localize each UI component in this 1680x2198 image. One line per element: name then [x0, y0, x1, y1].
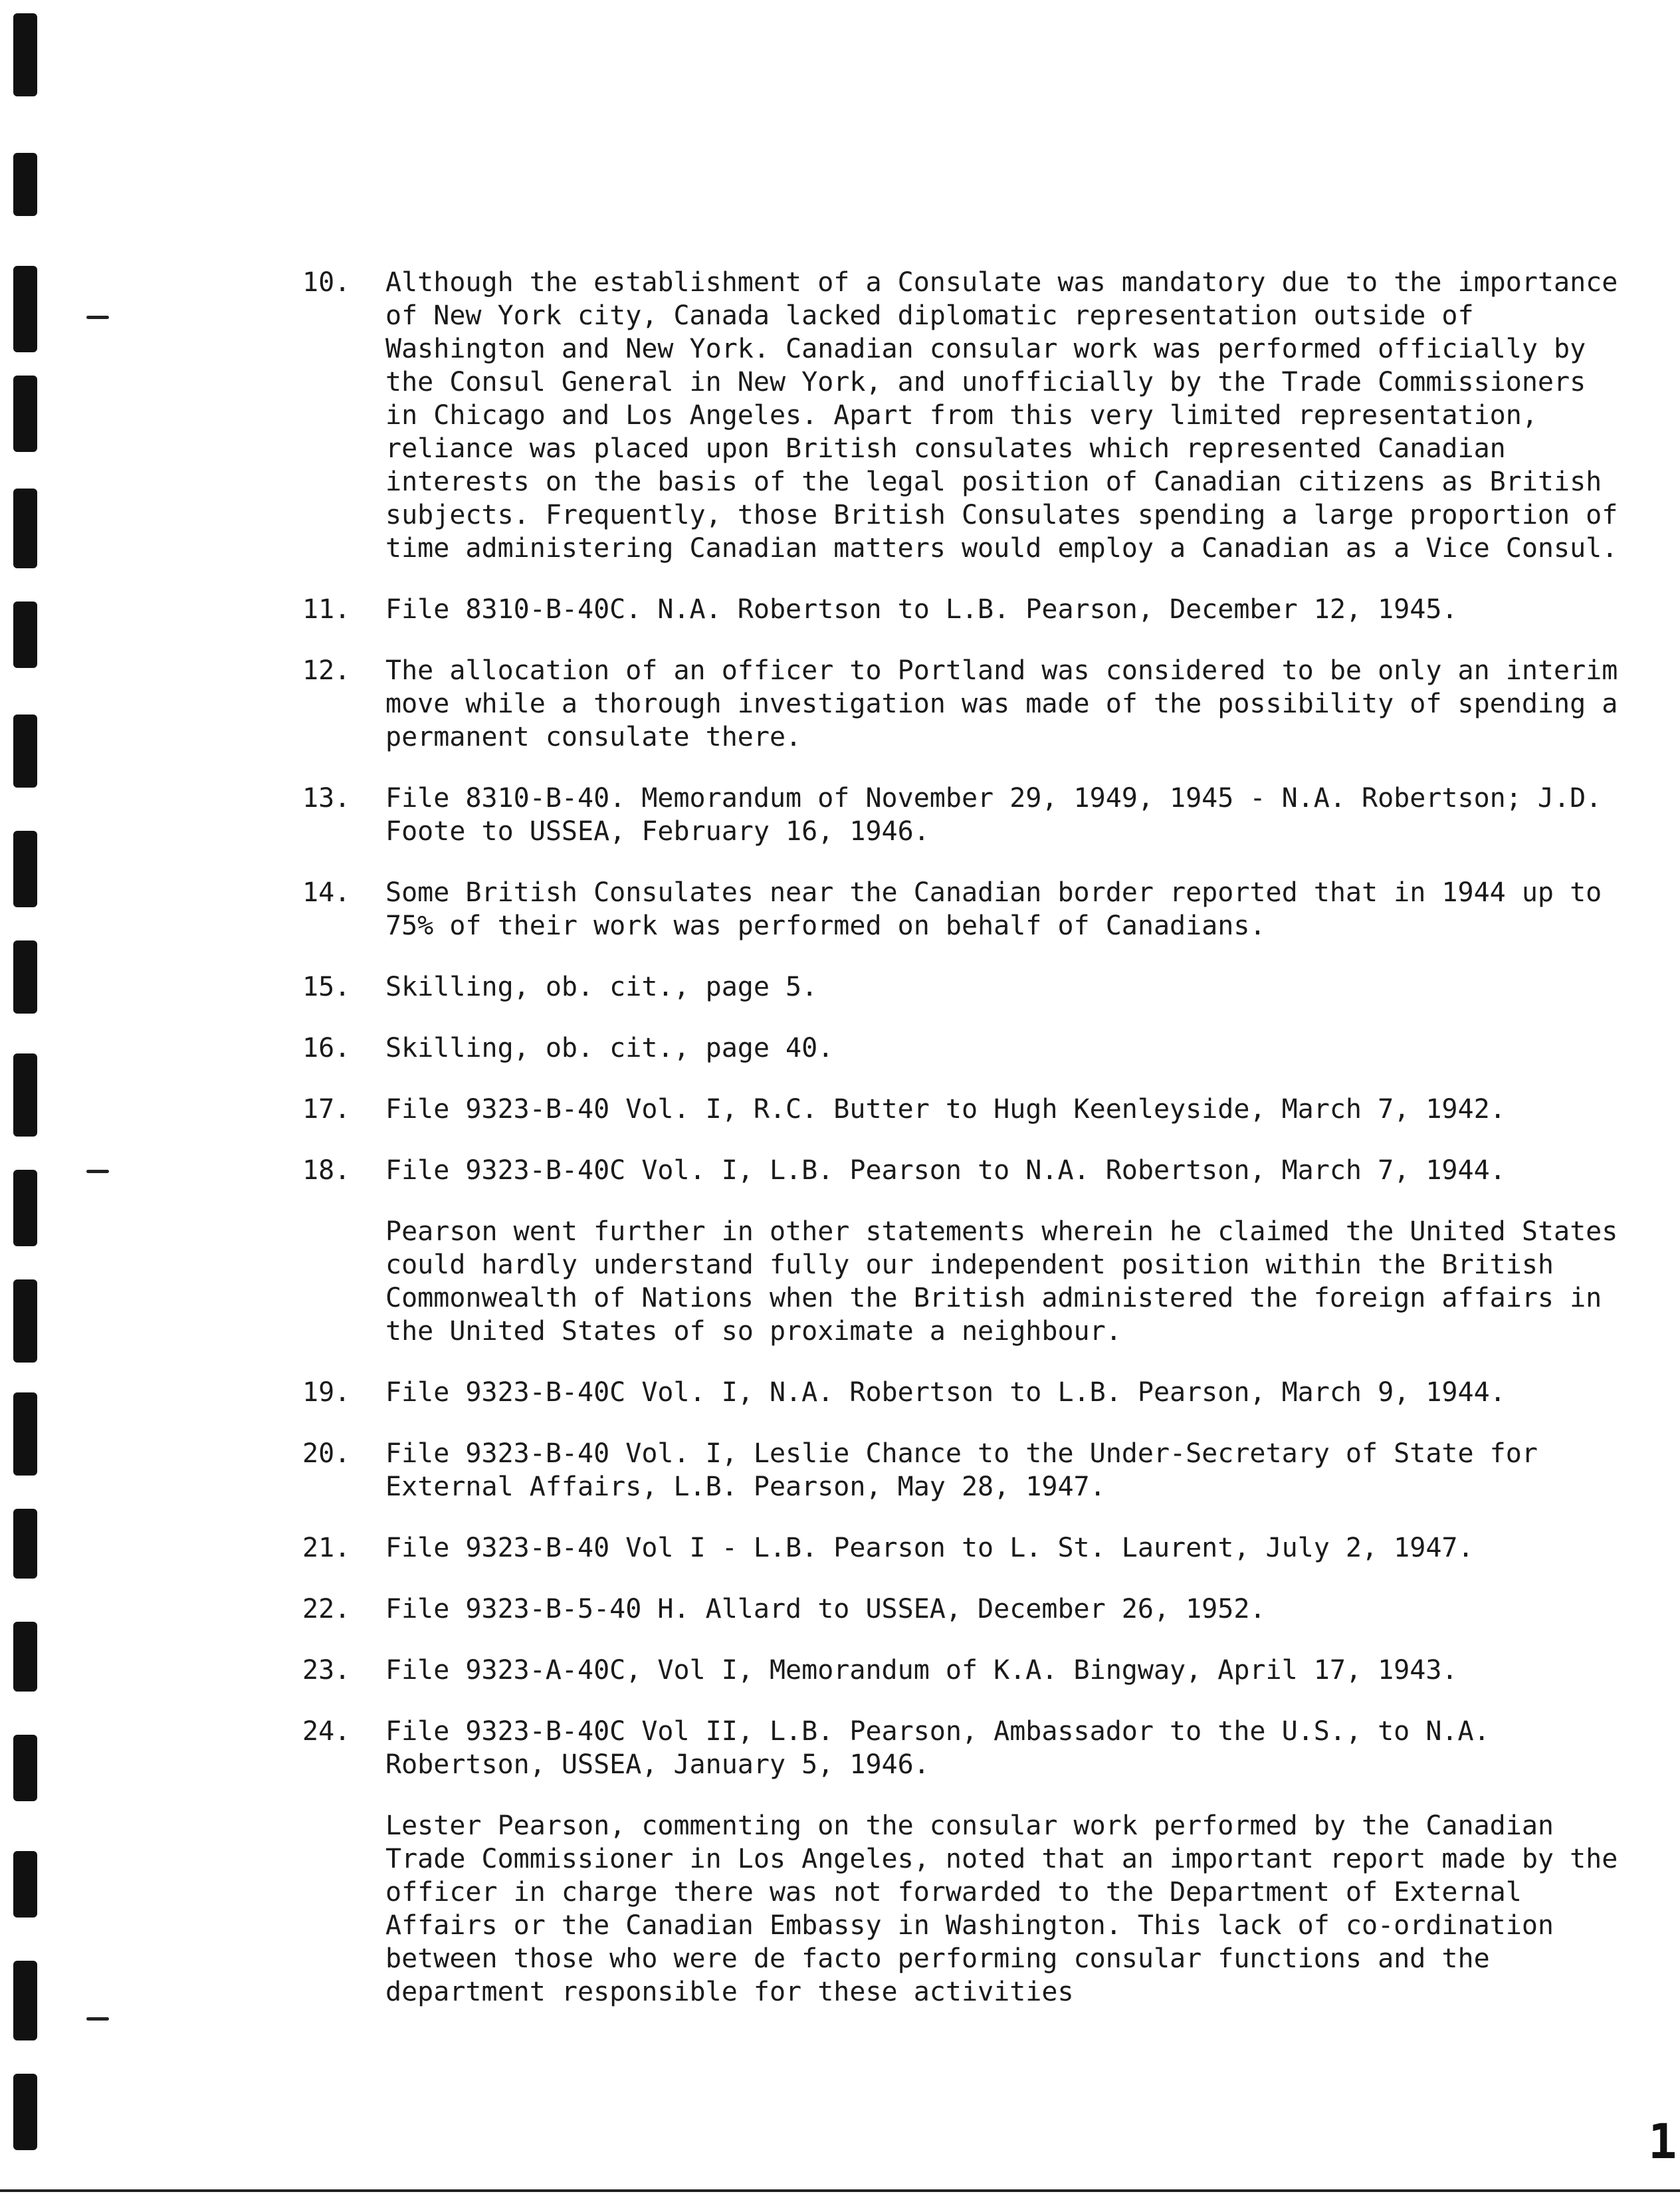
binder-mark: [13, 714, 37, 788]
footnote-13: [302, 782, 1631, 848]
footnote-text: File 9323-B-40 Vol. I, Leslie Chance to the Under-Secretary of State for External Affairs, L.B. Pearson, May 28, 1947.: [385, 1438, 1538, 1502]
footnote-number: 24.: [302, 1716, 351, 1747]
binder-mark: [13, 1392, 37, 1476]
footnote-number: 16.: [302, 1033, 351, 1063]
binder-mark: [13, 489, 37, 568]
binder-mark: [13, 266, 37, 352]
page-number: 1: [1648, 2114, 1677, 2169]
footnote-21: [302, 1531, 1631, 1565]
binder-mark: [13, 940, 37, 1014]
footnote-17: [302, 1093, 1631, 1126]
footnote-text: Skilling, ob. cit., page 5.: [385, 972, 818, 1002]
footnote-text: File 9323-B-40 Vol I - L.B. Pearson to L. St. Laurent, July 2, 1947.: [385, 1533, 1474, 1563]
footnote-10: [302, 266, 1631, 565]
binder-mark: [13, 1170, 37, 1246]
binder-hole-marks: [0, 0, 80, 2198]
bottom-rule: [0, 2189, 1680, 2192]
footnote-19: [302, 1376, 1631, 1409]
footnote-number: 19.: [302, 1377, 351, 1408]
footnote-12: [302, 654, 1631, 754]
binder-mark: [13, 1851, 37, 1918]
footnote-18-continuation: Pearson went further in other statements wherein he claimed the United States could hardly understand fully our independent position within the British Commonwealth of Nations when the British administered the foreign affairs in the United States of so proximate a neighbour.: [385, 1216, 1618, 1347]
binder-mark: [13, 1509, 37, 1579]
footnote-number: 15.: [302, 972, 351, 1002]
footnote-number: 20.: [302, 1438, 351, 1469]
footnote-24-continuation: Lester Pearson, commenting on the consular work performed by the Canadian Trade Commissioner in Los Angeles, noted that an important report made by the officer in charge there was not forwarded to the Department of External Affairs or the Canadian Embassy in Washington. This lack of co-ordination between those who were de facto performing consular functions and the department responsible for these activities: [385, 1811, 1618, 2007]
footnote-number: 10.: [302, 267, 351, 298]
binder-mark: [13, 153, 37, 216]
footnote-24: [302, 1715, 1631, 1781]
footnote-number: 13.: [302, 783, 351, 814]
footnote-number: 18.: [302, 1155, 351, 1186]
footnote-number: 23.: [302, 1655, 351, 1686]
footnote-text: File 9323-B-40 Vol. I, R.C. Butter to Hugh Keenleyside, March 7, 1942.: [385, 1094, 1506, 1125]
footnote-number: 21.: [302, 1533, 351, 1563]
footnote-text: File 9323-B-40C Vol. I, N.A. Robertson to L.B. Pearson, March 9, 1944.: [385, 1377, 1506, 1408]
binder-mark: [13, 1279, 37, 1363]
footnote-number: 11.: [302, 594, 351, 625]
footnote-16: [302, 1032, 1631, 1065]
binder-mark: [13, 1622, 37, 1692]
footnote-text: File 9323-B-5-40 H. Allard to USSEA, December 26, 1952.: [385, 1594, 1266, 1624]
footnote-20: [302, 1437, 1631, 1503]
footnote-23: [302, 1654, 1631, 1687]
footnote-18: [302, 1154, 1631, 1187]
footnote-text: File 8310-B-40C. N.A. Robertson to L.B. Pearson, December 12, 1945.: [385, 594, 1458, 625]
binder-mark: [13, 2074, 37, 2150]
binder-mark: [13, 602, 37, 668]
footnote-text: File 9323-A-40C, Vol I, Memorandum of K.A. Bingway, April 17, 1943.: [385, 1655, 1458, 1686]
footnote-14: [302, 876, 1631, 942]
margin-tick: [86, 316, 109, 319]
binder-mark: [13, 1961, 37, 2040]
binder-mark: [13, 1735, 37, 1801]
binder-mark: [13, 13, 37, 96]
binder-mark: [13, 1053, 37, 1137]
footnotes-list: [302, 266, 1631, 2036]
binder-mark: [13, 831, 37, 907]
footnote-number: 12.: [302, 655, 351, 686]
binder-mark: [13, 376, 37, 452]
footnote-number: 17.: [302, 1094, 351, 1125]
footnote-22: [302, 1593, 1631, 1626]
footnote-text: Some British Consulates near the Canadian border reported that in 1944 up to 75% of their work was performed on behalf of Canadians.: [385, 877, 1602, 941]
footnote-text: File 9323-B-40C Vol. I, L.B. Pearson to N.A. Robertson, March 7, 1944.: [385, 1155, 1506, 1186]
footnote-text: Skilling, ob. cit., page 40.: [385, 1033, 834, 1063]
footnote-text: Although the establishment of a Consulate was mandatory due to the importance of New York city, Canada lacked diplomatic representation outside of Washington and New York. Canadian consular work was performed officially by the Consul General in New York, and unofficially by the Trade Commissioners in Chicago and Los Angeles. Apart from this very limited representation, reliance was placed upon British consulates which represented Canadian interests on the basis of the legal position of Canadian citizens as British subjects. Frequently, those British Consulates spending a large proportion of time administering Canadian matters would employ a Canadian as a Vice Consul.: [385, 267, 1618, 564]
footnote-text: The allocation of an officer to Portland was considered to be only an interim move while a thorough investigation was made of the possibility of spending a permanent consulate there.: [385, 655, 1618, 752]
footnote-number: 14.: [302, 877, 351, 908]
footnote-number: 22.: [302, 1594, 351, 1624]
margin-tick: [86, 2017, 109, 2021]
footnote-text: File 8310-B-40. Memorandum of November 29, 1949, 1945 - N.A. Robertson; J.D. Foote to USSEA, February 16, 1946.: [385, 783, 1602, 847]
footnote-text: File 9323-B-40C Vol II, L.B. Pearson, Ambassador to the U.S., to N.A. Robertson, USSEA, January 5, 1946.: [385, 1716, 1490, 1780]
footnote-15: [302, 970, 1631, 1004]
margin-tick: [86, 1170, 109, 1173]
footnote-11: [302, 593, 1631, 626]
